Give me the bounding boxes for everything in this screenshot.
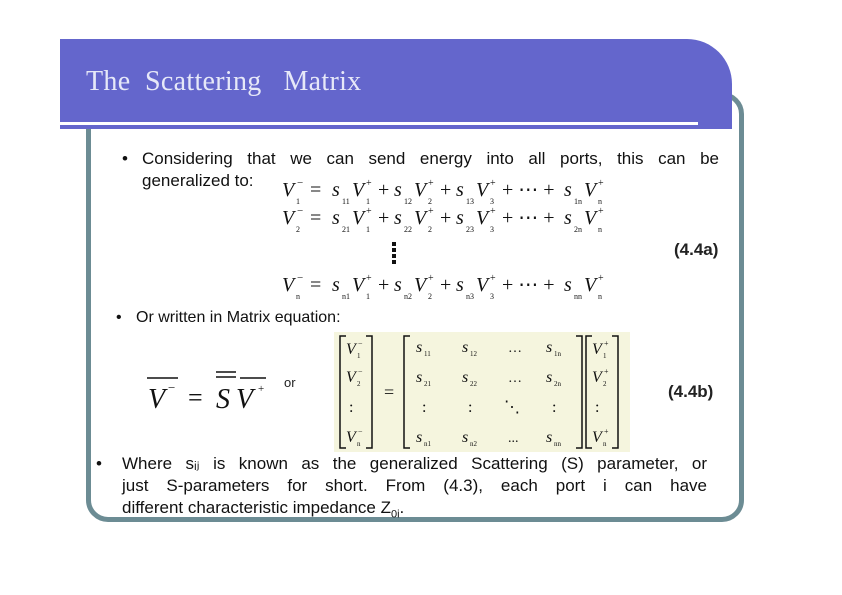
bullet3-line3 — [122, 497, 707, 525]
or-text: or — [284, 375, 296, 390]
svg-text:=: = — [384, 382, 395, 402]
svg-text:+: + — [366, 273, 372, 284]
svg-text:1n: 1n — [554, 350, 561, 358]
svg-text:V: V — [584, 274, 597, 296]
svg-text:=: = — [188, 383, 203, 412]
svg-text:13: 13 — [466, 197, 474, 206]
bullet2-text: Or written in Matrix equation: — [136, 309, 341, 326]
svg-text:s: s — [394, 207, 402, 229]
svg-text:n: n — [598, 292, 602, 301]
svg-text:=: = — [310, 207, 322, 229]
svg-text:+: + — [258, 383, 265, 395]
svg-text:+: + — [604, 339, 609, 348]
svg-text:11: 11 — [342, 197, 350, 206]
svg-text:21: 21 — [342, 225, 350, 234]
svg-text:n: n — [603, 440, 607, 448]
bullet3-line3-subscript: 0i — [390, 508, 400, 521]
svg-text:22: 22 — [404, 225, 412, 234]
svg-text:V: V — [346, 429, 356, 446]
slide-title: The Scattering Matrix — [86, 66, 362, 97]
svg-text:n: n — [296, 292, 300, 301]
svg-text:s: s — [416, 369, 423, 386]
svg-text:2: 2 — [357, 380, 361, 388]
svg-text:...: ... — [508, 431, 519, 446]
svg-text:22: 22 — [470, 380, 477, 388]
svg-text:2: 2 — [428, 292, 432, 301]
svg-text:−: − — [358, 427, 363, 436]
svg-text:+: + — [598, 273, 604, 284]
svg-text:+: + — [378, 207, 390, 229]
svg-text:1: 1 — [366, 292, 370, 301]
svg-text:s: s — [546, 429, 553, 446]
svg-text:V: V — [414, 207, 427, 229]
svg-text:n: n — [598, 225, 602, 234]
title-rule — [60, 122, 698, 125]
svg-text:+: + — [490, 178, 496, 189]
svg-text:1: 1 — [366, 197, 370, 206]
eq-row-1 — [282, 177, 604, 206]
svg-text:3: 3 — [490, 197, 494, 206]
svg-text:=: = — [310, 274, 322, 296]
svg-text:V: V — [282, 179, 295, 201]
svg-text:+: + — [440, 179, 452, 201]
svg-text:s: s — [394, 274, 402, 296]
bullet-matrix-equation — [116, 307, 341, 329]
svg-text:+: + — [378, 179, 390, 201]
svg-text:−: − — [358, 339, 363, 348]
svg-text:s: s — [462, 369, 469, 386]
svg-text:n3: n3 — [466, 292, 474, 301]
bullet1-line2: generalized to: — [142, 171, 254, 190]
equation-label-4-4a: (4.4a) — [674, 240, 719, 259]
equation-4-4a — [280, 170, 640, 305]
svg-text:1: 1 — [296, 197, 300, 206]
svg-text:+ ⋯ +: + ⋯ + — [502, 274, 555, 296]
svg-text:23: 23 — [466, 225, 474, 234]
svg-text:2: 2 — [603, 380, 607, 388]
svg-text:+: + — [490, 206, 496, 217]
bullet3-line3-prefix: different characteristic impedance Z — [122, 498, 391, 517]
svg-text::: : — [468, 399, 473, 416]
svg-text:V: V — [346, 341, 356, 358]
bullet-dot: • — [122, 149, 128, 168]
bullet-where-sij — [96, 453, 707, 525]
bullet1-line1: Considering that we can send energy into all ports, this can be — [142, 149, 719, 168]
svg-text:+: + — [604, 427, 609, 436]
svg-text:V: V — [592, 429, 602, 446]
svg-text:12: 12 — [404, 197, 412, 206]
svg-text:V: V — [282, 274, 295, 296]
svg-text:V: V — [352, 207, 365, 229]
svg-text:s: s — [394, 179, 402, 201]
svg-text:V: V — [476, 274, 489, 296]
svg-text:S: S — [216, 384, 230, 415]
svg-text:−: − — [297, 177, 304, 189]
bullet-dot: • — [96, 454, 102, 473]
svg-text:2: 2 — [428, 225, 432, 234]
bullet3-line1: Where sᵢⱼ is known as the generalized Scattering (S) parameter, or — [122, 454, 707, 473]
svg-text:+ ⋯ +: + ⋯ + — [502, 179, 555, 201]
svg-text:−: − — [297, 272, 304, 284]
svg-text:3: 3 — [490, 292, 494, 301]
svg-text:V: V — [414, 179, 427, 201]
equation-matrix-form — [334, 332, 630, 452]
svg-text:s: s — [456, 274, 464, 296]
svg-text:n1: n1 — [424, 440, 431, 448]
svg-text:21: 21 — [424, 380, 431, 388]
svg-text:…: … — [508, 371, 522, 386]
svg-text:+: + — [440, 274, 452, 296]
svg-text:+: + — [598, 206, 604, 217]
svg-text:1: 1 — [357, 352, 361, 360]
svg-text:V: V — [476, 207, 489, 229]
svg-text:+ ⋯ +: + ⋯ + — [502, 207, 555, 229]
svg-text:1: 1 — [603, 352, 607, 360]
svg-text:V: V — [236, 384, 254, 415]
svg-text:2n: 2n — [554, 380, 561, 388]
svg-text:3: 3 — [490, 225, 494, 234]
svg-text:s: s — [332, 179, 340, 201]
svg-text:1n: 1n — [574, 197, 582, 206]
svg-text:s: s — [462, 339, 469, 356]
svg-text:−: − — [358, 367, 363, 376]
svg-text:1: 1 — [366, 225, 370, 234]
svg-text:s: s — [416, 429, 423, 446]
svg-text:s: s — [332, 274, 340, 296]
svg-text:n2: n2 — [404, 292, 412, 301]
svg-text:V: V — [476, 179, 489, 201]
svg-text:2: 2 — [428, 197, 432, 206]
svg-text:V: V — [352, 179, 365, 201]
svg-text:s: s — [462, 429, 469, 446]
svg-text:+: + — [428, 178, 434, 189]
svg-text:−: − — [297, 205, 304, 217]
svg-text:n2: n2 — [470, 440, 477, 448]
svg-text:+: + — [440, 207, 452, 229]
svg-text:11: 11 — [424, 350, 431, 358]
svg-text:V: V — [592, 369, 602, 386]
equation-label-4-4b: (4.4b) — [668, 382, 714, 401]
svg-text:+: + — [428, 273, 434, 284]
svg-text:+: + — [604, 367, 609, 376]
svg-text:+: + — [378, 274, 390, 296]
svg-text:n: n — [598, 197, 602, 206]
svg-text::: : — [422, 399, 427, 416]
svg-text:n1: n1 — [342, 292, 350, 301]
svg-text:V: V — [352, 274, 365, 296]
svg-text:s: s — [546, 339, 553, 356]
svg-text:+: + — [366, 206, 372, 217]
svg-text:2n: 2n — [574, 225, 582, 234]
svg-text:12: 12 — [470, 350, 477, 358]
svg-text:+: + — [366, 178, 372, 189]
svg-text::: : — [595, 399, 600, 416]
svg-text:V: V — [282, 207, 295, 229]
svg-text::: : — [552, 399, 557, 416]
svg-text:s: s — [456, 207, 464, 229]
svg-text:V: V — [584, 207, 597, 229]
svg-text:V: V — [592, 341, 602, 358]
svg-text:s: s — [456, 179, 464, 201]
bullet3-line3-suffix: . — [399, 498, 405, 517]
svg-text:2: 2 — [296, 225, 300, 234]
svg-text:+: + — [598, 178, 604, 189]
svg-text:V: V — [346, 369, 356, 386]
svg-text::: : — [349, 399, 354, 416]
svg-text:n: n — [357, 440, 361, 448]
svg-text:=: = — [310, 179, 322, 201]
svg-text:⋱: ⋱ — [504, 399, 520, 416]
svg-text:…: … — [508, 341, 522, 356]
eq-vdots — [392, 242, 396, 264]
svg-text:s: s — [332, 207, 340, 229]
svg-text:s: s — [564, 274, 572, 296]
svg-text:s: s — [546, 369, 553, 386]
svg-text:nn: nn — [554, 440, 561, 448]
eq-row-2 — [282, 205, 604, 234]
equation-compact-form — [144, 368, 274, 416]
svg-text:nn: nn — [574, 292, 582, 301]
svg-text:V: V — [584, 179, 597, 201]
eq-row-n — [282, 272, 604, 301]
svg-text:V: V — [414, 274, 427, 296]
svg-text:s: s — [564, 179, 572, 201]
svg-text:s: s — [564, 207, 572, 229]
svg-text:s: s — [416, 339, 423, 356]
bullet3-line2: just S-parameters for short. From (4.3), each port i can have — [122, 476, 707, 495]
bullet-dot: • — [116, 309, 122, 326]
svg-text:+: + — [428, 206, 434, 217]
svg-text:−: − — [168, 380, 176, 395]
svg-text:+: + — [490, 273, 496, 284]
svg-text:V: V — [148, 384, 166, 415]
